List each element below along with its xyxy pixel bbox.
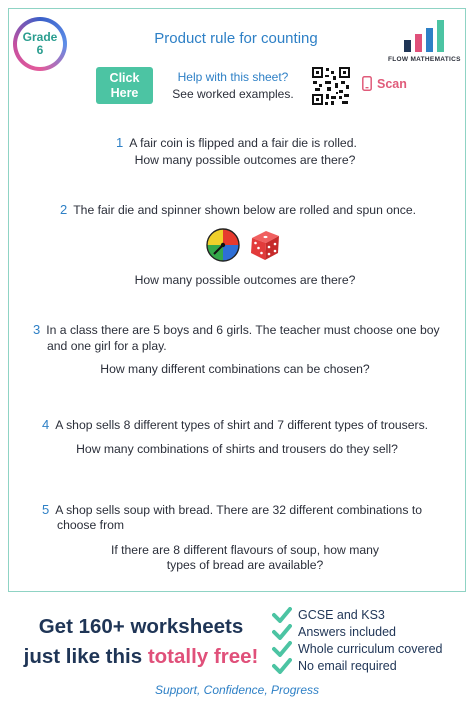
die-icon — [248, 228, 282, 262]
question-3-line-1: In a class there are 5 boys and 6 girls. The teacher must choose one boy — [46, 323, 440, 337]
question-3-ask: How many different combinations can be chosen? — [100, 362, 370, 376]
question-1-ask: How many possible outcomes are there? — [134, 153, 356, 167]
benefit-item — [272, 623, 443, 640]
question-3-number: 3 — [33, 322, 41, 337]
question-5-line-2: choose from — [57, 518, 125, 532]
question-5-number: 5 — [42, 502, 50, 517]
grade-badge-inner — [17, 21, 63, 67]
click-here-button[interactable] — [96, 67, 153, 104]
grade-badge — [13, 17, 67, 71]
question-1-number: 1 — [116, 135, 124, 150]
phone-icon — [362, 76, 372, 91]
question-2-number: 2 — [60, 202, 68, 217]
benefit-text: Whole curriculum covered — [298, 641, 443, 656]
question-2-ask: How many possible outcomes are there? — [134, 273, 356, 287]
question-5-ask-line-1: If there are 8 different flavours of soup, how many — [110, 543, 380, 557]
spinner-and-die — [206, 228, 282, 262]
help-text — [166, 69, 300, 103]
help-question: Help with this sheet? — [177, 70, 289, 84]
check-icon — [272, 658, 292, 674]
promo-benefits-list — [272, 606, 443, 674]
promo-line-1: Get 160+ worksheets — [38, 615, 244, 638]
grade-label: Grade — [22, 29, 58, 44]
question-1-line-1: A fair coin is flipped and a fair die is rolled. — [129, 136, 357, 150]
click-here-line2: Here — [110, 86, 139, 100]
promo-headline — [16, 612, 266, 672]
click-here-line1: Click — [109, 71, 140, 85]
benefit-item — [272, 657, 443, 674]
promo-line-2-prefix: just like this — [23, 645, 148, 668]
question-1-text — [116, 134, 357, 152]
benefit-item — [272, 640, 443, 657]
flow-mathematics-logo — [388, 18, 460, 68]
qr-code-icon[interactable] — [311, 66, 351, 106]
question-4-number: 4 — [42, 417, 50, 432]
promo-line-2 — [16, 642, 266, 672]
help-subtext: See worked examples. — [172, 87, 294, 101]
promo-free-highlight: totally free! — [147, 645, 259, 668]
spinner-icon — [206, 228, 240, 262]
benefit-text: Answers included — [298, 624, 396, 639]
check-icon — [272, 624, 292, 640]
bar-chart-logo-icon — [402, 18, 448, 52]
question-4-ask: How many combinations of shirts and trousers do they sell? — [76, 442, 398, 456]
benefit-text: No email required — [298, 658, 397, 673]
page-title: Product rule for counting — [154, 30, 318, 47]
question-2-line-1: The fair die and spinner shown below are rolled and spun once. — [73, 203, 417, 217]
scan-link[interactable] — [362, 76, 407, 91]
benefit-item — [272, 606, 443, 623]
logo-brand-text: FLOW MATHEMATICS — [388, 56, 461, 63]
benefit-text: GCSE and KS3 — [298, 607, 385, 622]
question-2-text — [60, 201, 416, 219]
question-4-text — [42, 416, 428, 434]
question-3-text — [33, 321, 440, 339]
question-5-line-1: A shop sells soup with bread. There are 32 different combinations to — [55, 503, 422, 517]
scan-label: Scan — [377, 76, 407, 91]
check-icon — [272, 641, 292, 657]
tagline: Support, Confidence, Progress — [154, 683, 320, 697]
grade-number: 6 — [36, 43, 44, 57]
check-icon — [272, 607, 292, 623]
question-3-line-2: and one girl for a play. — [47, 339, 167, 353]
question-5-ask-line-2: types of bread are available? — [166, 558, 324, 572]
question-4-line-1: A shop sells 8 different types of shirt and 7 different types of trousers. — [55, 418, 429, 432]
